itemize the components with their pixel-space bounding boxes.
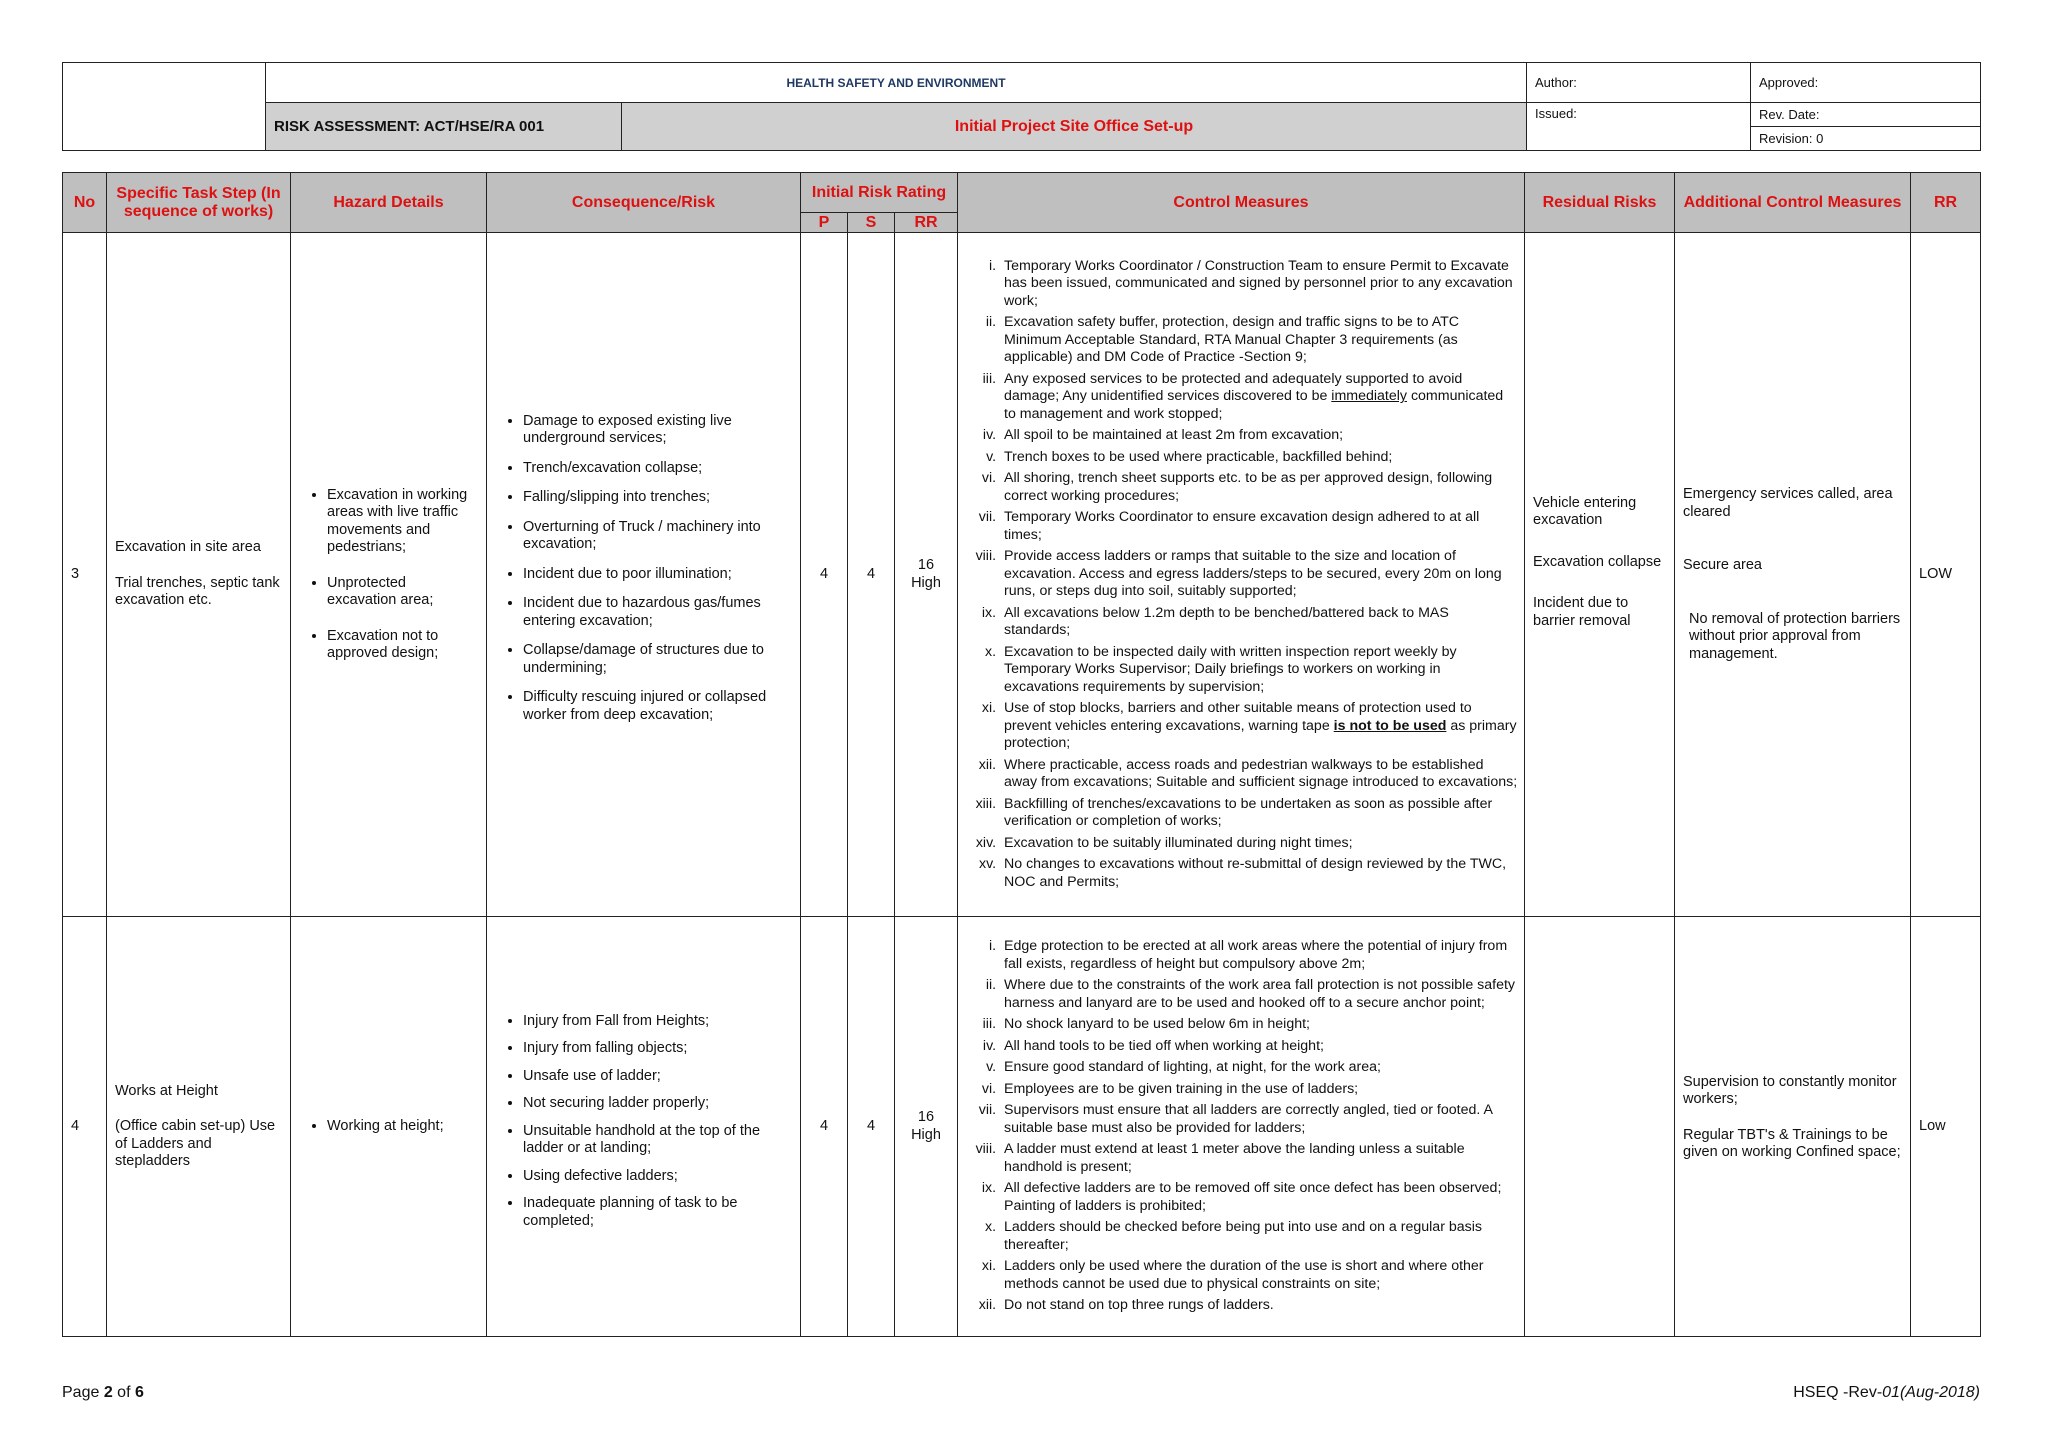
task-step-cell <box>107 233 291 917</box>
consequence-item: • Overturning of Truck / machinery into excavation; <box>523 519 792 554</box>
final-rr-cell <box>1911 917 1981 1337</box>
col-consequence: Consequence/Risk <box>487 173 801 233</box>
hazard-item: • Unprotected excavation area; <box>327 575 478 610</box>
row-number: 4 <box>71 1117 80 1134</box>
emphasis-text: immediately <box>1331 388 1407 405</box>
p-value: 4 <box>819 1117 829 1134</box>
control-measure-item: viii. Provide access ladders or ramps that suitable to the size and location of excavation. Access and egress ladders/steps to be secured, every 20m on long runs, or steps dug into soil, suitably supported; <box>1000 548 1518 601</box>
consequence-list <box>501 413 792 725</box>
logo-area <box>63 63 266 151</box>
additional-control-text: Emergency services called, area cleared <box>1683 486 1893 520</box>
final-rr-value: Low <box>1919 1117 1946 1134</box>
p-cell <box>801 233 848 917</box>
control-measure-item: xiii. Backfilling of trenches/excavations to be undertaken as soon as possible after verification or completion of works; <box>1000 796 1518 831</box>
control-measure-item: xii. Where practicable, access roads and pedestrian walkways to be established away from excavations; Suitable and sufficient signage introduced to excavations; <box>1000 757 1518 792</box>
task-step-text: (Office cabin set-up) Use of Ladders and stepladders <box>115 1118 276 1169</box>
control-measure-item: xi. Ladders only be used where the duration of the use is short and where other methods cannot be used due to physical constraints on site; <box>1000 1258 1518 1293</box>
control-measure-item: ii. Excavation safety buffer, protection, design and traffic signs to be to ATC Minimum Acceptable Standard, RTA Manual Chapter 3 requirements (as applicable) and DM Code of Practice -Section 9; <box>1000 314 1518 367</box>
consequence-item: • Using defective ladders; <box>523 1168 792 1186</box>
col-hazard: Hazard Details <box>291 173 487 233</box>
control-measure-item: xi. Use of stop blocks, barriers and other suitable means of protection used to prevent vehicles entering excavations, warning tape is not to be used as primary protection; <box>1000 700 1518 753</box>
control-measure-item: x. Excavation to be inspected daily with written inspection report weekly by Temporary Works Supervisor; Daily briefings to workers on working in excavations requirements by supervision; <box>1000 644 1518 697</box>
row-number: 3 <box>71 565 80 582</box>
control-measure-item: v. Trench boxes to be used where practicable, backfilled behind; <box>1000 449 1518 467</box>
document-header <box>62 62 1981 151</box>
consequence-item: • Not securing ladder properly; <box>523 1095 792 1113</box>
additional-control-text: Regular TBT's & Trainings to be given on working Confined space; <box>1683 1126 1901 1160</box>
control-measure-item: xv. No changes to excavations without re-submittal of design reviewed by the TWC, NOC and Permits; <box>1000 856 1518 891</box>
s-value: 4 <box>866 1117 876 1134</box>
final-rr-value: LOW <box>1919 565 1953 582</box>
control-measure-item: ii. Where due to the constraints of the work area fall protection is not possible safety harness and lanyard are to be used and hooked off to a secure anchor point; <box>1000 977 1518 1012</box>
document-title: Initial Project Site Office Set-up <box>622 103 1527 151</box>
residual-risk-cell <box>1525 917 1675 1337</box>
emphasis-text: is not to be used <box>1333 717 1447 734</box>
control-measure-item: xii. Do not stand on top three rungs of ladders. <box>1000 1297 1518 1315</box>
table-row <box>63 917 1981 1337</box>
control-measure-item: iv. All spoil to be maintained at least 2m from excavation; <box>1000 427 1518 445</box>
additional-control-text: Supervision to constantly monitor workers; <box>1683 1073 1897 1107</box>
col-rr: RR <box>895 213 958 233</box>
hazard-item: • Working at height; <box>327 1118 478 1136</box>
control-measures-cell <box>958 917 1525 1337</box>
consequence-item: • Falling/slipping into trenches; <box>523 489 792 507</box>
hazard-item: • Excavation in working areas with live traffic movements and pedestrians; <box>327 487 478 557</box>
consequence-item: • Incident due to poor illumination; <box>523 566 792 584</box>
revision-field: Revision: 0 <box>1751 127 1981 151</box>
residual-risk-text: Excavation collapse <box>1533 553 1662 570</box>
final-rr-cell <box>1911 233 1981 917</box>
hazard-list <box>305 1118 478 1136</box>
consequence-item: • Damage to exposed existing live underground services; <box>523 413 792 448</box>
control-measure-item: iii. No shock lanyard to be used below 6m in height; <box>1000 1016 1518 1034</box>
consequence-list <box>501 1013 792 1231</box>
residual-risk-text: Vehicle entering excavation <box>1533 494 1637 529</box>
risk-assessment-code: RISK ASSESSMENT: ACT/HSE/RA 001 <box>266 103 622 151</box>
hazard-cell <box>291 917 487 1337</box>
rr-cell <box>895 233 958 917</box>
p-cell <box>801 917 848 1337</box>
table-row <box>63 233 1981 917</box>
control-measure-item: vi. Employees are to be given training in the use of ladders; <box>1000 1081 1518 1099</box>
rr-level: High <box>911 574 941 591</box>
consequence-item: • Collapse/damage of structures due to undermining; <box>523 642 792 677</box>
control-measure-item: v. Ensure good standard of lighting, at night, for the work area; <box>1000 1059 1518 1077</box>
row-number-cell <box>63 233 107 917</box>
control-measure-item: xiv. Excavation to be suitably illuminated during night times; <box>1000 835 1518 853</box>
p-value: 4 <box>819 565 829 582</box>
col-no: No <box>63 173 107 233</box>
control-measure-item: ix. All excavations below 1.2m depth to be benched/battered back to MAS standards; <box>1000 605 1518 640</box>
col-initial-rating: Initial Risk Rating <box>801 173 958 213</box>
consequence-item: • Difficulty rescuing injured or collapsed worker from deep excavation; <box>523 689 792 724</box>
control-measure-item: iii. Any exposed services to be protected and adequately supported to avoid damage; Any unidentified services discovered to be immediately communicated to management and work stopped; <box>1000 371 1518 424</box>
control-measure-item: vi. All shoring, trench sheet supports etc. to be as per approved design, following correct working procedures; <box>1000 470 1518 505</box>
consequence-item: • Incident due to hazardous gas/fumes entering excavation; <box>523 595 792 630</box>
col-p: P <box>801 213 848 233</box>
control-measure-item: i. Edge protection to be erected at all work areas where the potential of injury from fall exists, regardless of height but compulsory above 2m; <box>1000 938 1518 973</box>
consequence-cell <box>487 233 801 917</box>
control-measure-item: i. Temporary Works Coordinator / Construction Team to ensure Permit to Excavate has been issued, communicated and signed by personnel prior to any excavation work; <box>1000 258 1518 311</box>
hazard-cell <box>291 233 487 917</box>
page-number: Page 2 of 6 <box>62 1384 144 1401</box>
rr-value: 16 <box>917 557 935 573</box>
additional-control-cell <box>1675 233 1911 917</box>
col-control: Control Measures <box>958 173 1525 233</box>
author-field: Author: <box>1527 63 1751 103</box>
control-measure-item: iv. All hand tools to be tied off when working at height; <box>1000 1038 1518 1056</box>
consequence-item: • Injury from falling objects; <box>523 1040 792 1058</box>
control-measures-cell <box>958 233 1525 917</box>
col-task: Specific Task Step (In sequence of works) <box>107 173 291 233</box>
col-additional: Additional Control Measures <box>1675 173 1911 233</box>
s-value: 4 <box>866 565 876 582</box>
approved-field: Approved: <box>1751 63 1981 103</box>
row-number-cell <box>63 917 107 1337</box>
control-measure-item: vii. Temporary Works Coordinator to ensure excavation design adhered to at all times; <box>1000 509 1518 544</box>
residual-risk-cell <box>1525 233 1675 917</box>
task-step-text: Trial trenches, septic tank excavation etc. <box>115 574 280 609</box>
hazard-list <box>305 487 478 663</box>
control-measure-list <box>958 258 1518 892</box>
additional-control-cell <box>1675 917 1911 1337</box>
rr-value: 16 <box>917 1109 935 1125</box>
col-rr-final: RR <box>1911 173 1981 233</box>
rev-date-field: Rev. Date: <box>1751 103 1981 127</box>
s-cell <box>848 233 895 917</box>
consequence-item: • Unsuitable handhold at the top of the ladder or at landing; <box>523 1123 792 1158</box>
s-cell <box>848 917 895 1337</box>
additional-control-text: Secure area <box>1683 557 1762 573</box>
residual-risk-text: Incident due to barrier removal <box>1533 595 1631 629</box>
hazard-item: • Excavation not to approved design; <box>327 628 478 663</box>
task-step-text: Excavation in site area <box>115 539 261 556</box>
consequence-item: • Inadequate planning of task to be completed; <box>523 1195 792 1230</box>
consequence-item: • Injury from Fall from Heights; <box>523 1013 792 1031</box>
rr-level: High <box>911 1126 941 1143</box>
col-residual: Residual Risks <box>1525 173 1675 233</box>
hse-title: HEALTH SAFETY AND ENVIRONMENT <box>266 63 1527 103</box>
consequence-item: • Trench/excavation collapse; <box>523 460 792 478</box>
rr-cell <box>895 917 958 1337</box>
consequence-cell <box>487 917 801 1337</box>
task-step-cell <box>107 917 291 1337</box>
control-measure-list <box>958 938 1518 1315</box>
additional-control-text: No removal of protection barriers without prior approval from management. <box>1689 610 1901 662</box>
issued-field: Issued: <box>1527 103 1751 151</box>
consequence-item: • Unsafe use of ladder; <box>523 1068 792 1086</box>
control-measure-item: viii. A ladder must extend at least 1 meter above the landing unless a suitable handhold is present; <box>1000 1141 1518 1176</box>
col-s: S <box>848 213 895 233</box>
revision-footer: HSEQ -Rev-01(Aug-2018) <box>1793 1384 1980 1401</box>
control-measure-item: vii. Supervisors must ensure that all ladders are correctly angled, tied or footed. A suitable base must also be provided for ladders; <box>1000 1102 1518 1137</box>
control-measure-item: x. Ladders should be checked before being put into use and on a regular basis thereafter; <box>1000 1219 1518 1254</box>
control-measure-item: ix. All defective ladders are to be removed off site once defect has been observed; Painting of ladders is prohibited; <box>1000 1180 1518 1215</box>
risk-assessment-table <box>62 172 1981 1337</box>
task-step-text: Works at Height <box>115 1082 218 1099</box>
